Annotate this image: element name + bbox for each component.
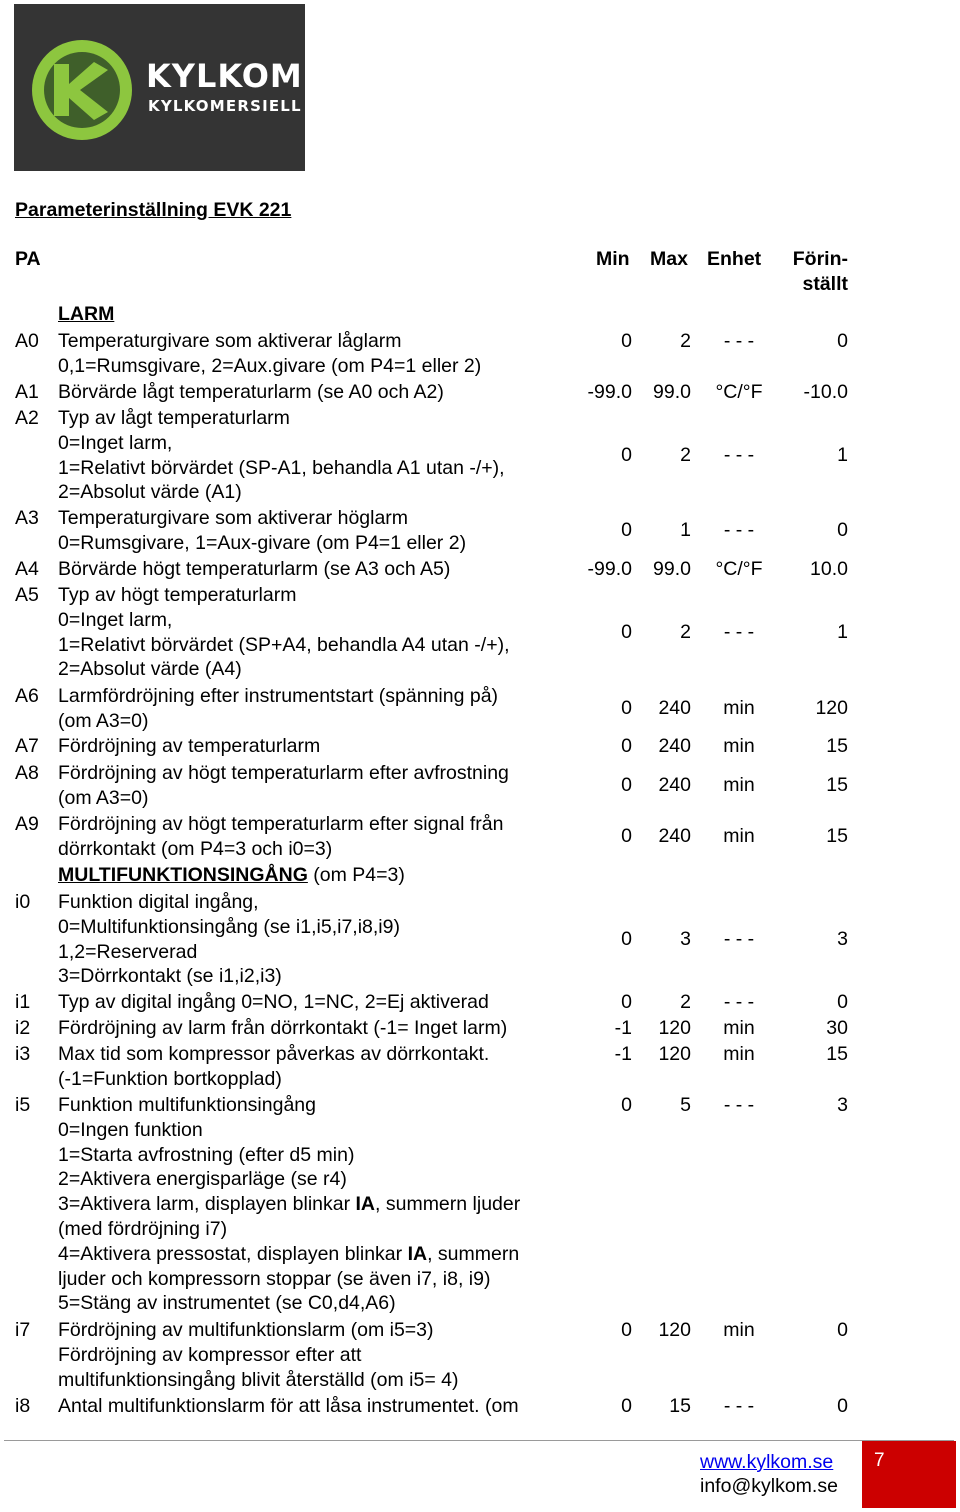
description-line: Typ av lågt temperaturlarm [58,407,290,429]
param-description [58,812,578,862]
param-default: 1 [837,621,848,643]
param-default: 0 [837,519,848,541]
param-max: 2 [680,991,691,1013]
alarm-code: IA [355,1193,376,1216]
description-line: 4=Aktivera pressostat, displayen blinkar IA, summern [58,1242,520,1265]
header-max: Max [650,248,688,270]
param-code: i7 [15,1319,31,1341]
param-default: 3 [837,928,848,950]
param-code: i1 [15,991,31,1013]
param-default: 15 [826,735,848,757]
description-line: multifunktionsingång blivit återställd (om i5= 4) [58,1368,459,1391]
param-description [58,761,578,811]
param-max: 240 [658,735,691,757]
description-line: Fördröjning av temperaturlarm [58,735,321,757]
param-default: 15 [826,774,848,796]
param-description [58,1042,578,1092]
description-line: 0=Inget larm, [58,608,173,631]
param-default: 0 [837,1395,848,1417]
param-unit: min [723,697,755,719]
param-min: -99.0 [587,381,632,403]
description-line: Börvärde lågt temperaturlarm (se A0 och A2) [58,381,444,403]
description-line: (-1=Funktion bortkopplad) [58,1067,282,1090]
param-unit: - - - [723,1395,755,1417]
param-unit: min [723,735,755,757]
param-unit: - - - [723,330,755,352]
description-line: Max tid som kompressor påverkas av dörrkontakt. [58,1043,490,1065]
param-unit: min [723,774,755,796]
param-code: A0 [15,330,39,352]
param-default: 3 [837,1094,848,1116]
param-description [58,734,578,759]
param-max: 1 [680,519,691,541]
param-max: 240 [658,774,691,796]
param-unit: min [723,1017,755,1039]
param-description [58,406,578,505]
description-line: ljuder och kompressorn stoppar (se även i7, i8, i9) [58,1267,491,1290]
document-title: Parameterinställning EVK 221 [15,199,292,221]
description-line: Fördröjning av högt temperaturlarm efter avfrostning [58,762,509,784]
param-code: A9 [15,813,39,835]
param-description [58,684,578,734]
param-code: i5 [15,1094,31,1116]
param-code: A2 [15,407,39,429]
description-line: Fördröjning av multifunktionslarm (om i5=3) [58,1319,434,1341]
description-line: Fördröjning av larm från dörrkontakt (-1= Inget larm) [58,1017,508,1039]
param-min: -99.0 [587,558,632,580]
param-unit: min [723,825,755,847]
param-description [58,1016,578,1041]
param-description [58,329,578,379]
param-min: 0 [621,991,632,1013]
description-line: 0=Ingen funktion [58,1118,203,1141]
param-default: 0 [837,330,848,352]
param-code: i8 [15,1395,31,1417]
description-line: 1=Relativt börvärdet (SP-A1, behandla A1 utan -/+), [58,456,505,479]
param-max: 99.0 [653,381,691,403]
param-description [58,1318,578,1392]
company-logo [14,4,305,171]
param-code: A4 [15,558,39,580]
param-max: 2 [680,621,691,643]
description-line: 0=Rumsgivare, 1=Aux-givare (om P4=1 eller 2) [58,531,467,554]
description-line: Funktion digital ingång, [58,891,259,913]
section-condition: (om P4=3) [313,864,405,886]
param-code: i0 [15,891,31,913]
description-line: 1=Relativt börvärdet (SP+A4, behandla A4 utan -/+), [58,633,510,656]
param-description [58,506,578,556]
param-min: 0 [621,519,632,541]
param-default: -10.0 [803,381,848,403]
description-line: Funktion multifunktionsingång [58,1094,316,1116]
param-max: 15 [669,1395,691,1417]
param-min: -1 [614,1043,632,1065]
param-default: 0 [837,1319,848,1341]
description-line: 0,1=Rumsgivare, 2=Aux.givare (om P4=1 eller 2) [58,354,482,377]
param-default: 15 [826,1043,848,1065]
param-description [58,890,578,989]
param-default: 120 [815,697,848,719]
page-number-badge [862,1441,956,1508]
description-line: Fördröjning av kompressor efter att [58,1343,362,1366]
param-unit: - - - [723,519,755,541]
param-code: i3 [15,1043,31,1065]
header-default-part2: ställt [802,272,848,295]
description-line: Börvärde högt temperaturlarm (se A3 och A5) [58,558,451,580]
param-code: A5 [15,584,39,606]
header-default-part1: Förin- [792,248,848,270]
param-default: 10.0 [810,558,848,580]
param-min: 0 [621,621,632,643]
description-line: 2=Absolut värde (A1) [58,481,242,504]
param-min: 0 [621,330,632,352]
header-unit: Enhet [707,248,762,270]
logo-wordmark: KYLKOM [146,57,303,95]
param-max: 240 [658,697,691,719]
param-default: 30 [826,1017,848,1039]
description-line: (om A3=0) [58,786,149,809]
description-line: 5=Stäng av instrumentet (se C0,d4,A6) [58,1292,396,1315]
param-unit: °C/°F [715,381,763,403]
description-line: Typ av digital ingång 0=NO, 1=NC, 2=Ej aktiverad [58,991,489,1013]
param-min: 0 [621,774,632,796]
description-line: (med fördröjning i7) [58,1217,228,1240]
param-default: 1 [837,444,848,466]
param-max: 120 [658,1043,691,1065]
param-max: 240 [658,825,691,847]
param-min: -1 [614,1017,632,1039]
param-max: 2 [680,444,691,466]
param-code: A7 [15,735,39,757]
description-line: Antal multifunktionslarm för att låsa instrumentet. (om [58,1395,519,1417]
description-line: 1=Starta avfrostning (efter d5 min) [58,1143,355,1166]
description-line: Temperaturgivare som aktiverar höglarm [58,507,409,529]
header-pa: PA [15,248,41,270]
param-default: 0 [837,991,848,1013]
param-max: 3 [680,928,691,950]
page-number: 7 [874,1450,885,1471]
email-address: info@kylkom.se [700,1475,838,1497]
website-link[interactable]: www.kylkom.se [700,1451,834,1473]
param-description [58,583,578,682]
param-unit: - - - [723,928,755,950]
description-line: Fördröjning av högt temperaturlarm efter signal från [58,813,504,835]
param-max: 5 [680,1094,691,1116]
description-line: 3=Dörrkontakt (se i1,i2,i3) [58,965,282,988]
alarm-code: IA [407,1242,428,1265]
description-line: Larmfördröjning efter instrumentstart (spänning på) [58,685,499,707]
description-line: dörrkontakt (om P4=3 och i0=3) [58,837,333,860]
param-unit: min [723,1319,755,1341]
param-description [58,380,578,405]
param-min: 0 [621,735,632,757]
description-line: Temperaturgivare som aktiverar låglarm [58,330,402,352]
param-min: 0 [621,825,632,847]
section-title: LARM [58,303,115,325]
logo-tagline: KYLKOMERSIELL [148,97,302,115]
param-min: 0 [621,1094,632,1116]
description-line: 0=Multifunktionsingång (se i1,i5,i7,i8,i9) [58,915,400,938]
param-unit: °C/°F [715,558,763,580]
param-default: 15 [826,825,848,847]
param-min: 0 [621,697,632,719]
param-max: 99.0 [653,558,691,580]
param-description [58,990,578,1015]
param-description [58,557,578,582]
param-description [58,1394,578,1419]
header-default [780,247,848,297]
description-line: 2=Aktivera energisparläge (se r4) [58,1168,347,1191]
param-min: 0 [621,928,632,950]
param-unit: - - - [723,621,755,643]
description-line: 2=Absolut värde (A4) [58,658,242,681]
param-description [58,1093,578,1316]
header-min: Min [596,248,630,270]
param-max: 120 [658,1017,691,1039]
param-code: A6 [15,685,39,707]
param-max: 120 [658,1319,691,1341]
param-max: 2 [680,330,691,352]
param-code: A3 [15,507,39,529]
param-unit: - - - [723,991,755,1013]
description-line: 3=Aktivera larm, displayen blinkar IA, summern ljuder [58,1193,521,1216]
param-unit: - - - [723,1094,755,1116]
param-min: 0 [621,444,632,466]
param-min: 0 [621,1319,632,1341]
param-unit: min [723,1043,755,1065]
footer-divider [4,1440,954,1441]
param-unit: - - - [723,444,755,466]
param-min: 0 [621,1395,632,1417]
param-code: i2 [15,1017,31,1039]
description-line: (om A3=0) [58,709,149,732]
section-title: MULTIFUNKTIONSINGÅNG [58,864,308,886]
description-line: 1,2=Reserverad [58,940,198,963]
description-line: 0=Inget larm, [58,431,173,454]
param-code: A8 [15,762,39,784]
param-code: A1 [15,381,39,403]
description-line: Typ av högt temperaturlarm [58,584,297,606]
